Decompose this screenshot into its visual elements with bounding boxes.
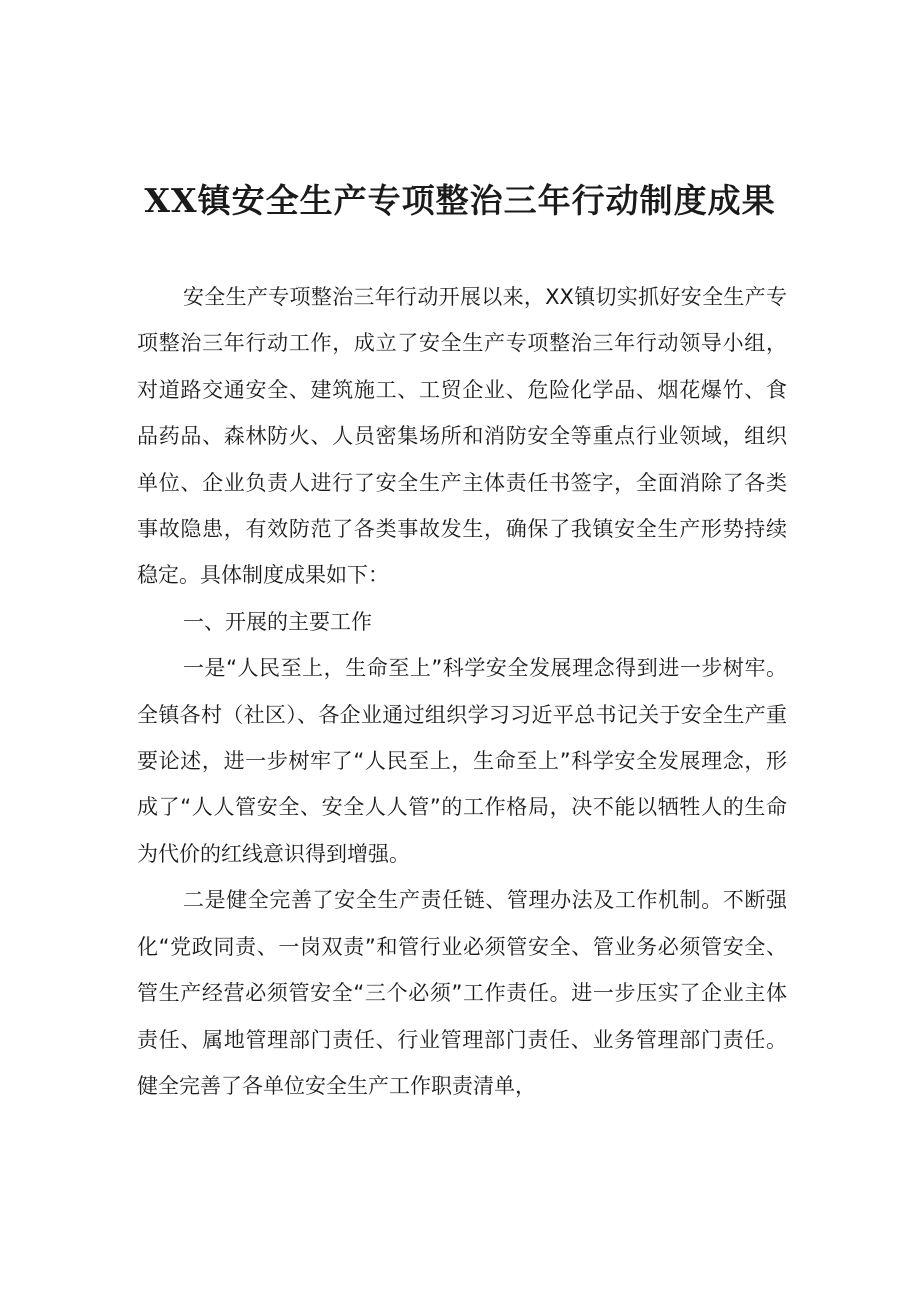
document-body bbox=[137, 274, 787, 1109]
document-title: XX镇安全生产专项整治三年行动制度成果 bbox=[144, 181, 776, 220]
paragraph-point-two: 二是健全完善了安全生产责任链、管理办法及工作机制。不断强化“党政同责、一岗双责”和管行业必须管安全、管业务必须管安全、管生产经营必须管安全“三个必须”工作责任。进一步压实了企业主体责任、属地管理部门责任、行业管理部门责任、业务管理部门责任。健全完善了各单位安全生产工作职责清单， bbox=[137, 888, 787, 1098]
paragraph-point-one: 一是“人民至上，生命至上”科学安全发展理念得到进一步树牢。全镇各村（社区）、各企业通过组织学习习近平总书记关于安全生产重要论述，进一步树牢了“人民至上，生命至上”科学安全发展理念，形成了“人人管安全、安全人人管”的工作格局，决不能以牺牲人的生命为代价的红线意识得到增强。 bbox=[137, 656, 787, 866]
section-heading-main-work: 一、开展的主要工作 bbox=[183, 609, 372, 634]
paragraph-intro: 安全生产专项整治三年行动开展以来，XX镇切实抓好安全生产专项整治三年行动工作，成立了安全生产专项整治三年行动领导小组，对道路交通安全、建筑施工、工贸企业、危险化学品、烟花爆竹、食品药品、森林防火、人员密集场所和消防安全等重点行业领域，组织单位、企业负责人进行了安全生产主体责任书签字，全面消除了各类事故隐患，有效防范了各类事故发生，确保了我镇安全生产形势持续稳定。具体制度成果如下： bbox=[137, 285, 787, 588]
